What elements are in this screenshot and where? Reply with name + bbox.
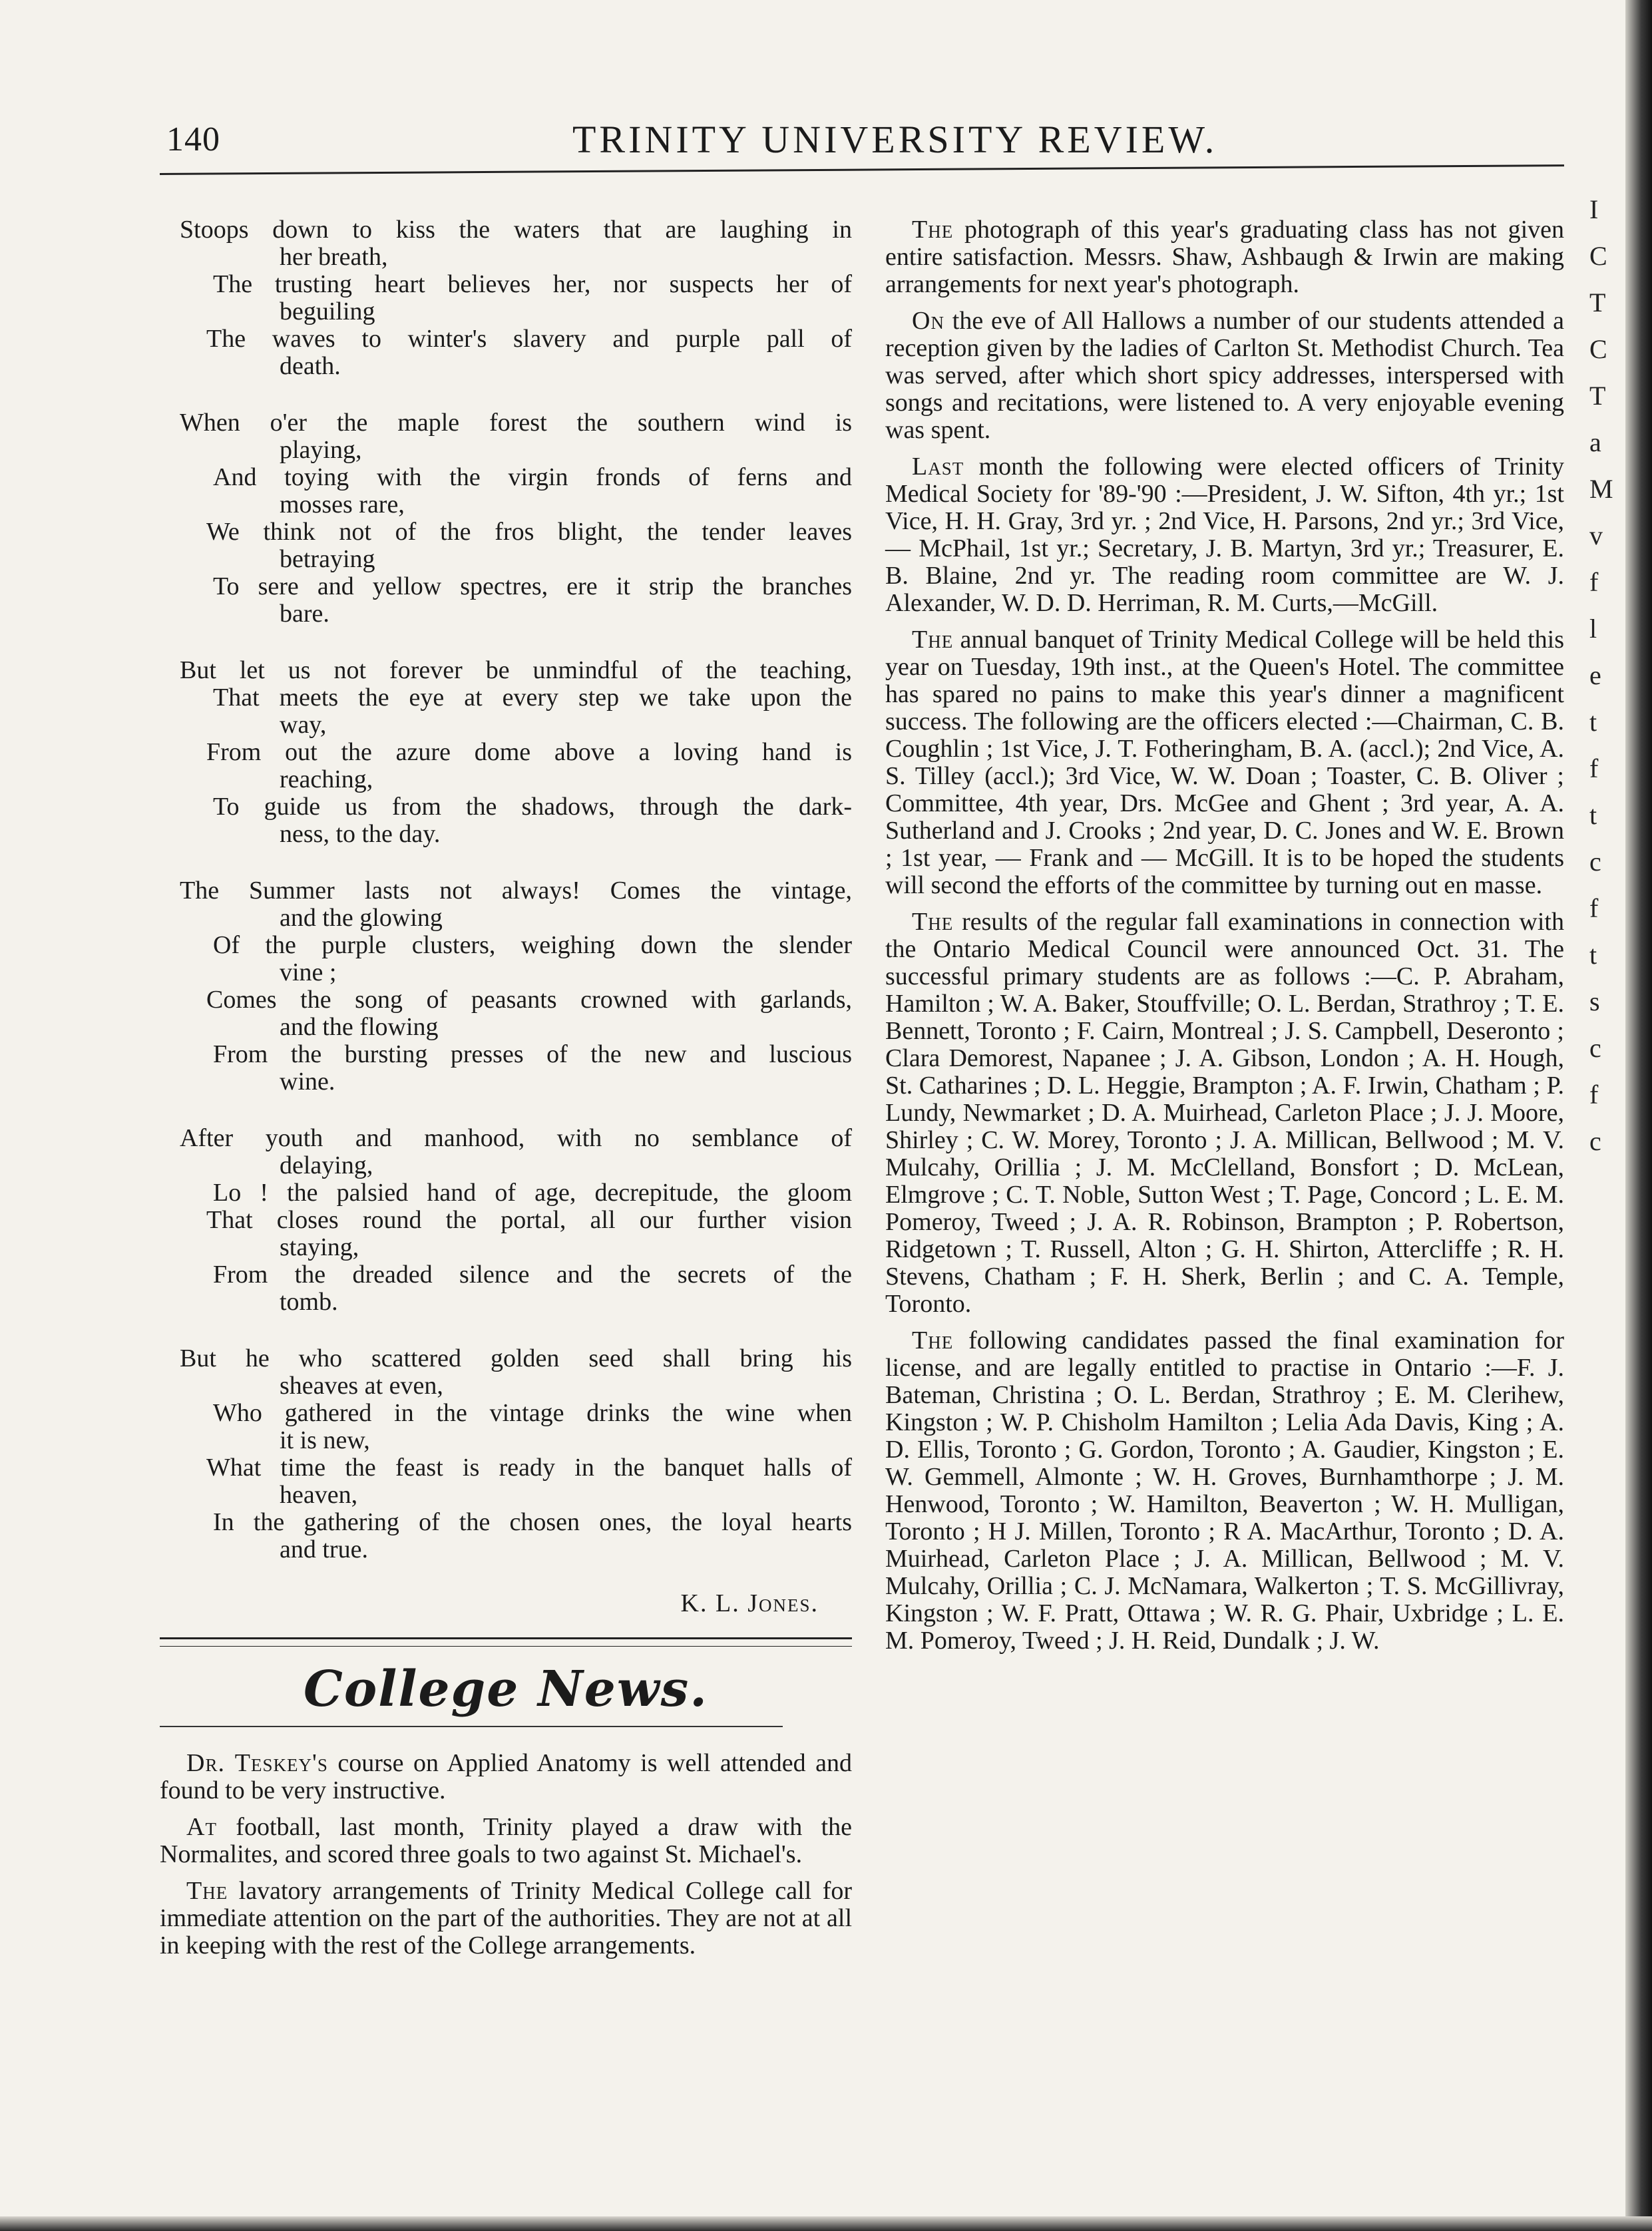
poem (160, 216, 852, 1563)
paragraph-lead: The (186, 1877, 228, 1905)
margin-fragment: e (1589, 660, 1601, 690)
poem-line-continuation: delaying, (280, 1151, 373, 1179)
poem-line-continuation: bare. (280, 600, 329, 628)
paragraph-text: football, last month, Trinity played a draw with the Normalites, and scored three goals to two against St. Michael's. (160, 1813, 852, 1868)
paragraph-text: lavatory arrangements of Trinity Medical College call for immediate attention on the part of the authorities. They are not at all in keeping with the rest of the College arrangements. (160, 1877, 852, 1959)
section-heading: College News. (304, 1661, 708, 1718)
poem-line: And toying with the virgin fronds of ferns and (213, 463, 852, 491)
poem-line-continuation: sheaves at even, (280, 1372, 443, 1400)
poem-line: But let us not forever be unmindful of the teaching, (180, 656, 852, 684)
margin-fragment: f (1589, 567, 1599, 597)
poem-line-continuation: wine. (280, 1068, 335, 1096)
news-paragraph (160, 1750, 852, 1804)
margin-fragment: T (1589, 288, 1606, 317)
poem-line: In the gathering of the chosen ones, the loyal hearts (213, 1508, 852, 1536)
paragraph-text: annual banquet of Trinity Medical College will be held this year on Tuesday, 19th inst., at the Queen's Hotel. The committee has spared no pains to make this year's dinner a magnificent success. The following are the officers elected :—Chairman, C. B. Coughlin ; 1st Vice, J. T. Fotheringham, B. A. (accl.); 2nd Vice, A. S. Tilley (accl.); 3rd Vice, W. W. Doan ; Toaster, C. B. Oliver ; Committee, 4th year, Drs. McGee and Ghent ; 3rd year, A. A. Sutherland and J. Crooks ; 2nd year, D. C. Jones and W. E. Brown ; 1st year, — Frank and — McGill. It is to be hoped the students will second the efforts of the committee by turning out en masse. (885, 626, 1564, 899)
page-header (160, 113, 1564, 193)
poem-signature: K. L. Jones. (680, 1589, 819, 1617)
poem-line: We think not of the fros blight, the tender leaves (206, 518, 852, 546)
college-news-right (885, 216, 1564, 1655)
poem-line-continuation: and the glowing (280, 904, 443, 932)
news-paragraph (885, 307, 1564, 444)
adjacent-page-fragments (1589, 186, 1620, 1165)
poem-line-continuation: tomb. (280, 1288, 338, 1316)
poem-line-continuation: ness, to the day. (280, 820, 441, 848)
running-title: TRINITY UNIVERSITY REVIEW. (572, 118, 1218, 161)
poem-line: Of the purple clusters, weighing down the slender (213, 931, 852, 959)
paragraph-text: the eve of All Hallows a number of our students attended a reception given by the ladies of Carlton St. Methodist Church. Tea was served, after which short spicy addresses, interspersed with songs and recitations, were listened to. A very enjoyable evening was spent. (885, 307, 1564, 444)
paragraph-lead: The (912, 216, 954, 244)
margin-fragment: c (1589, 847, 1601, 877)
paragraph-text: results of the regular fall examinations in connection with the Ontario Medical Council were announced Oct. 31. The successful primary students are as follows :—C. P. Abraham, Hamilton ; W. A. Baker, Stouffville; O. L. Berdan, Strathroy ; T. E. Bennett, Toronto ; F. Cairn, Montreal ; J. S. Campbell, Deseronto ; Clara Demorest, Napanee ; J. A. Gibson, London ; A. H. Hough, St. Catharines ; D. L. Heggie, Brampton ; A. F. Irwin, Chatham ; P. Lundy, Newmarket ; D. A. Muirhead, Carleton Place ; J. J. Moore, Shirley ; C. W. Morey, Toronto ; J. A. Millican, Bellwood ; M. V. Mulcahy, Orillia ; J. M. McClelland, Bonsfort ; D. McLean, Elmgrove ; C. T. Noble, Sutton West ; T. Page, Concord ; L. E. M. Pomeroy, Tweed ; J. A. R. Robinson, Brampton ; P. Robertson, Ridgetown ; T. Russell, Alton ; G. H. Shirton, Attercliffe ; R. H. Stevens, Chatham ; F. H. Sherk, Berlin ; and C. A. Temple, Toronto. (885, 908, 1564, 1318)
news-paragraph (160, 1878, 852, 1959)
margin-fragment: c (1589, 1126, 1601, 1156)
news-paragraph (885, 626, 1564, 899)
paragraph-lead: Last (912, 453, 964, 481)
poem-line-continuation: mosses rare, (280, 491, 405, 518)
news-paragraph (160, 1814, 852, 1868)
poem-line: Lo ! the palsied hand of age, decrepitude, the gloom (213, 1179, 852, 1207)
poem-line-continuation: betraying (280, 545, 375, 573)
college-news-left (160, 1750, 852, 1959)
paragraph-lead: The (912, 1326, 954, 1354)
margin-fragment: c (1589, 1033, 1601, 1063)
news-paragraph (885, 453, 1564, 617)
poem-line: The trusting heart believes her, nor suspects her of (213, 270, 852, 298)
margin-fragment: f (1589, 893, 1599, 923)
margin-fragment: a (1589, 427, 1601, 457)
poem-line-continuation: beguiling (280, 298, 375, 325)
poem-line: But he who scattered golden seed shall bring his (180, 1344, 852, 1372)
news-paragraph (885, 216, 1564, 298)
poem-line: To guide us from the shadows, through the dark- (213, 793, 852, 821)
margin-fragment: C (1589, 241, 1607, 271)
poem-line-continuation: death. (280, 352, 341, 380)
poem-stanza (160, 1345, 852, 1563)
poem-stanza (160, 409, 852, 628)
margin-fragment: t (1589, 707, 1597, 737)
poem-line-continuation: it is new, (280, 1426, 370, 1454)
margin-fragment: t (1589, 800, 1597, 830)
header-rule (160, 164, 1564, 175)
margin-fragment: M (1589, 474, 1613, 504)
poem-line: After youth and manhood, with no semblance of (180, 1124, 852, 1152)
poem-line: Who gathered in the vintage drinks the wine when (213, 1399, 852, 1427)
poem-line-continuation: heaven, (280, 1481, 358, 1509)
paragraph-text: photograph of this year's graduating class has not given entire satisfaction. Messrs. Shaw, Ashbaugh & Irwin are making arrangements for next year's photograph. (885, 216, 1564, 298)
section-heading-rule (160, 1726, 783, 1727)
poem-stanza (160, 877, 852, 1096)
poem-line-continuation: reaching, (280, 765, 373, 793)
paragraph-text: course on Applied Anatomy is well attended and found to be very instructive. (160, 1749, 852, 1804)
paragraph-text: month the following were elected officers of Trinity Medical Society for '89-'90 :—President, J. W. Sifton, 4th yr.; 1st Vice, H. H. Gray, 3rd yr. ; 2nd Vice, H. Parsons, 2nd yr.; 3rd Vice, — McPhail, 1st yr.; Secretary, J. B. Martyn, 3rd yr.; Treasurer, E. B. Blaine, 2nd yr. The reading room committee are W. J. Alexander, W. D. D. Herriman, R. M. Curts,—McGill. (885, 453, 1564, 617)
margin-fragment: T (1589, 381, 1606, 411)
left-column (160, 216, 852, 1969)
poem-line-continuation: way, (280, 711, 327, 739)
poem-line: That closes round the portal, all our further vision (206, 1206, 852, 1234)
margin-fragment: f (1589, 1080, 1599, 1110)
poem-line: The waves to winter's slavery and purple pall of (206, 325, 852, 353)
poem-line-continuation: her breath, (280, 243, 388, 271)
paragraph-lead: Dr. Teskey's (186, 1749, 328, 1777)
poem-line: From the dreaded silence and the secrets of the (213, 1261, 852, 1289)
poem-line-continuation: vine ; (280, 958, 337, 986)
margin-fragment: t (1589, 940, 1597, 970)
poem-line: The Summer lasts not always! Comes the vintage, (180, 877, 852, 905)
paragraph-lead: On (912, 307, 944, 335)
section-divider (160, 1637, 852, 1647)
poem-stanza (160, 1125, 852, 1316)
margin-fragment: l (1589, 614, 1597, 644)
poem-line: From out the azure dome above a loving hand is (206, 738, 852, 766)
margin-fragment: C (1589, 334, 1607, 364)
right-column (885, 216, 1564, 1664)
news-paragraph (885, 909, 1564, 1318)
poem-line-continuation: staying, (280, 1233, 359, 1261)
poem-line: What time the feast is ready in the banquet halls of (206, 1454, 852, 1482)
poem-stanza (160, 657, 852, 848)
poem-line-continuation: and true. (280, 1535, 368, 1563)
paragraph-text: following candidates passed the final examination for license, and are legally entitled to practise in Ontario :—F. J. Bateman, Christina ; O. L. Berdan, Strathroy ; E. M. Clerihew, Kingston ; W. P. Chisholm Hamilton ; Lelia Ada Davis, King ; A. D. Ellis, Toronto ; G. Gordon, Toronto ; A. Gaudier, Kingston ; E. W. Gemmell, Almonte ; W. H. Groves, Burnhamthorpe ; J. M. Henwood, Toronto ; W. Hamilton, Beaverton ; W. H. Mulligan, Toronto ; H J. Millen, Toronto ; R A. MacArthur, Toronto ; D. A. Muirhead, Carleton Place ; J. A. Millican, Bellwood ; M. V. Mulcahy, Orillia ; C. J. McNamara, Walkerton ; T. S. McGillivray, Kingston ; W. F. Pratt, Ottawa ; W. R. G. Phair, Uxbridge ; L. E. M. Pomeroy, Tweed ; J. H. Reid, Dundalk ; J. W. (885, 1326, 1564, 1655)
poem-line: From the bursting presses of the new and luscious (213, 1040, 852, 1068)
news-paragraph (885, 1327, 1564, 1655)
paragraph-lead: The (912, 908, 954, 936)
page-number: 140 (166, 120, 220, 158)
poem-line: When o'er the maple forest the southern wind is (180, 409, 852, 437)
poem-line: Comes the song of peasants crowned with garlands, (206, 986, 852, 1014)
margin-fragment: I (1589, 194, 1599, 224)
poem-line-continuation: and the flowing (280, 1013, 439, 1041)
paragraph-lead: At (186, 1813, 217, 1841)
poem-line: To sere and yellow spectres, ere it strip the branches (213, 572, 852, 600)
poem-line-continuation: playing, (280, 436, 362, 464)
page-bottom-edge (0, 2216, 1652, 2231)
poem-stanza (160, 216, 852, 380)
poem-line: That meets the eye at every step we take upon the (213, 684, 852, 711)
margin-fragment: v (1589, 520, 1603, 550)
binding-gutter (1625, 0, 1652, 2231)
margin-fragment: f (1589, 753, 1599, 783)
poem-line: Stoops down to kiss the waters that are laughing in (180, 216, 852, 244)
margin-fragment: s (1589, 986, 1600, 1016)
paragraph-lead: The (912, 626, 954, 654)
